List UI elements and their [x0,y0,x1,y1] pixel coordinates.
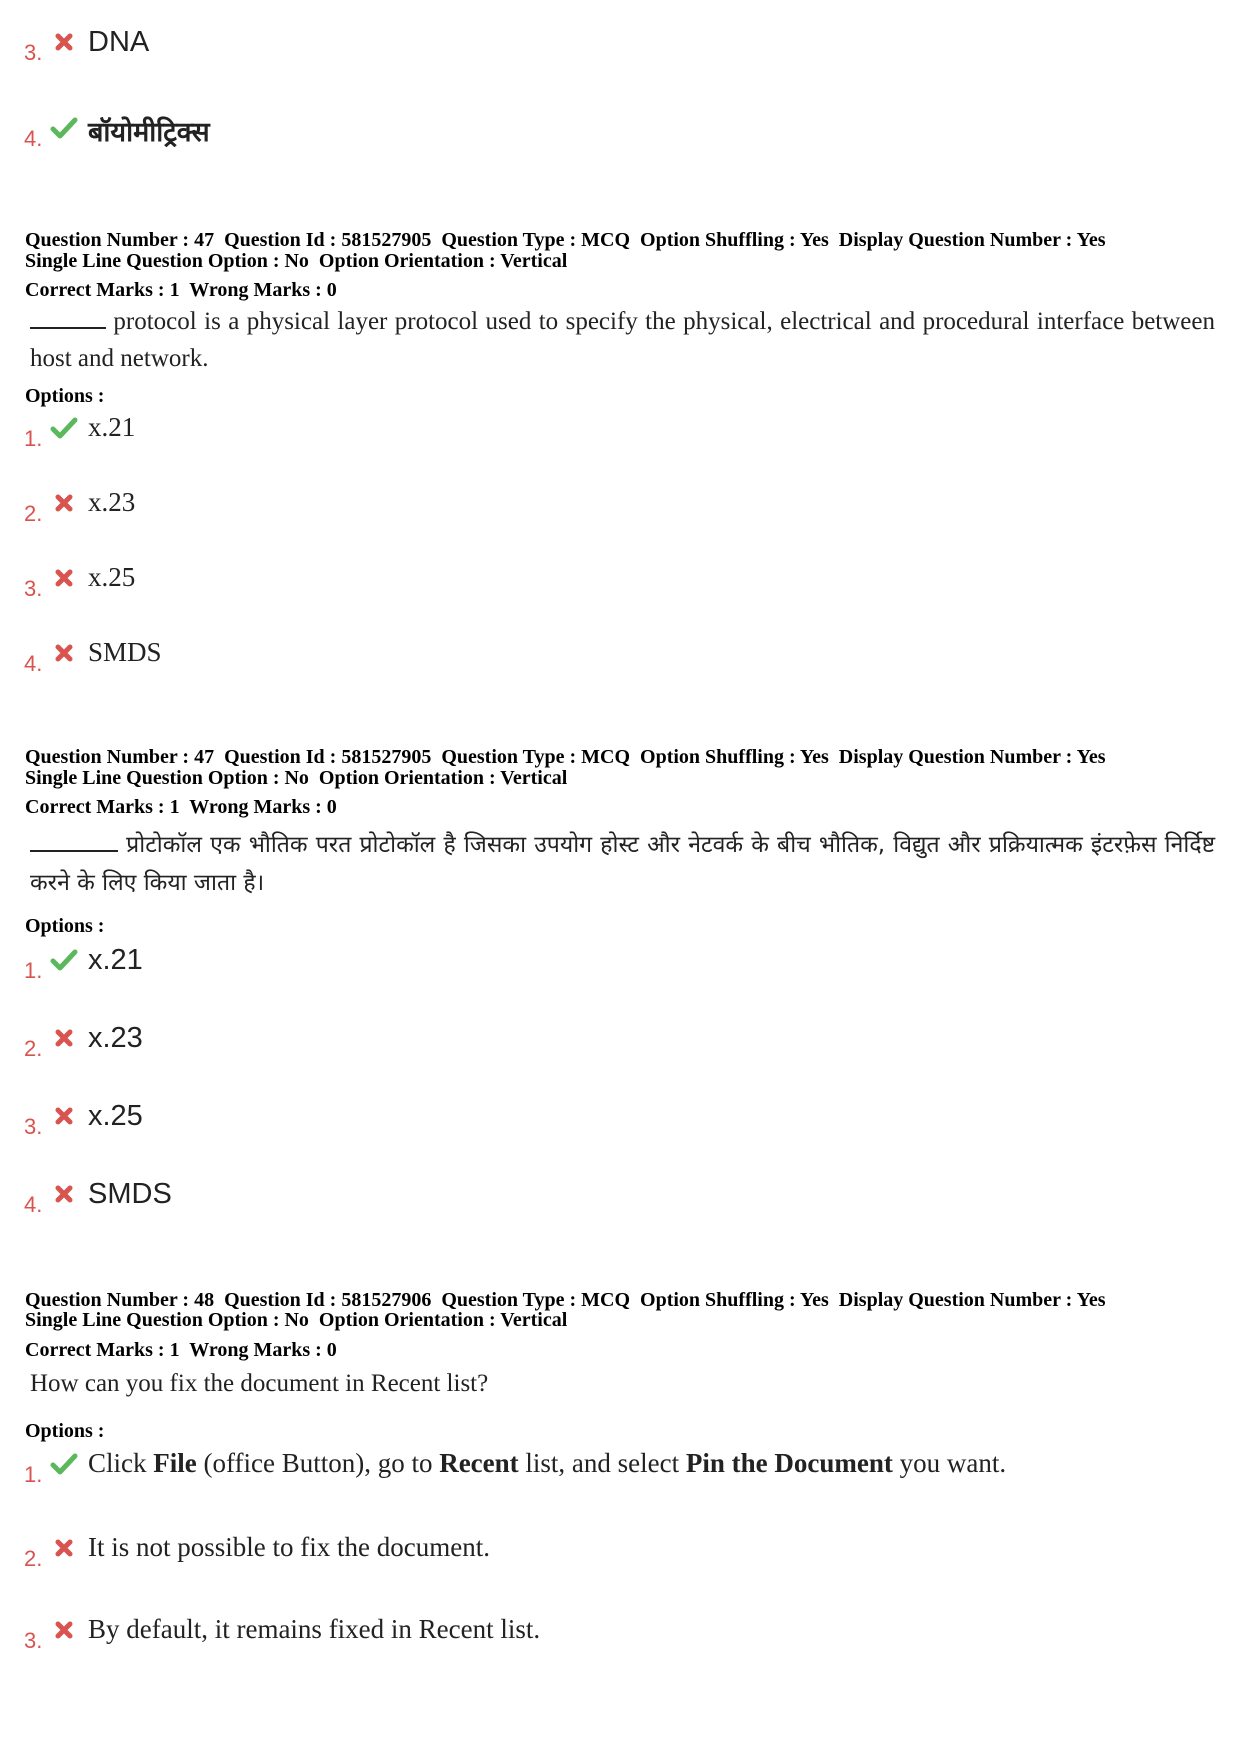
options-label: Options : [25,385,105,407]
option-number: 3. [24,40,43,65]
option-row [24,562,135,602]
option-text: x.23 [88,1022,143,1054]
check-icon [50,414,78,442]
option-row [24,26,149,66]
question-text: How can you fix the document in Recent list? [30,1370,489,1397]
cross-icon [50,1534,78,1562]
check-icon [50,1450,78,1478]
option-number: 3. [24,1114,43,1139]
cross-icon [50,639,78,667]
option-number: 3. [24,1628,43,1653]
option-row [24,1532,490,1572]
option-number: 1. [24,958,43,983]
option-row [24,412,135,452]
option-row [24,1448,1006,1488]
option-text: By default, it remains fixed in Recent list. [88,1614,541,1644]
option-text: x.25 [88,562,136,592]
option-number: 3. [24,576,43,601]
cross-icon [50,1102,78,1130]
answer-blank [30,305,106,329]
cross-icon [50,1616,78,1644]
option-text: x.23 [88,487,136,517]
option-row [24,1178,172,1218]
cross-icon [50,28,78,56]
option-text: SMDS [88,1178,172,1210]
option-row [24,944,143,984]
question-body: प्रोटोकॉल एक भौतिक परत प्रोटोकॉल है जिसका उपयोग होस्ट और नेटवर्क के बीच भौतिक, विद्युत और प्रक्रियात्मक इंटरफ़ेस निर्दिष्ट करने के लिए किया जाता है। [30,832,1215,896]
cross-icon [50,1024,78,1052]
option-row [24,1022,143,1062]
option-text: DNA [88,26,150,58]
cross-icon [50,564,78,592]
question-meta-line1: Question Number : 47 Question Id : 581527905 Question Type : MCQ Option Shuffling : Yes Display Question Number : Yes [25,229,1106,251]
question-meta-line2: Single Line Question Option : No Option Orientation : Vertical [25,1309,568,1331]
option-text: It is not possible to fix the document. [88,1532,490,1562]
answer-blank [30,828,118,852]
cross-icon [50,489,78,517]
question-marks: Correct Marks : 1 Wrong Marks : 0 [25,279,337,301]
option-number: 4. [24,1192,43,1217]
question-marks: Correct Marks : 1 Wrong Marks : 0 [25,796,337,818]
option-text: बॉयोमीट्रिक्स [88,117,210,148]
question-meta-line2: Single Line Question Option : No Option Orientation : Vertical [25,767,568,789]
option-number: 1. [24,1462,43,1487]
question-text [30,303,1215,377]
option-text: SMDS [88,637,162,667]
option-row [24,487,135,527]
option-number: 4. [24,126,43,151]
option-text: x.25 [88,1100,143,1132]
option-text: x.21 [88,944,143,976]
option-number: 2. [24,1546,43,1571]
question-marks: Correct Marks : 1 Wrong Marks : 0 [25,1339,337,1361]
option-number: 4. [24,651,43,676]
question-meta-line1: Question Number : 48 Question Id : 581527906 Question Type : MCQ Option Shuffling : Yes Display Question Number : Yes [25,1289,1106,1311]
option-number: 1. [24,426,43,451]
option-row [24,112,210,152]
cross-icon [50,1180,78,1208]
question-body: protocol is a physical layer protocol used to specify the physical, electrical and procedural interface between host and network. [30,308,1215,372]
question-meta-line2: Single Line Question Option : No Option Orientation : Vertical [25,250,568,272]
check-icon [50,114,78,142]
option-number: 2. [24,1036,43,1061]
option-row [24,1614,540,1654]
question-text [30,826,1215,902]
option-number: 2. [24,501,43,526]
options-label: Options : [25,1420,105,1442]
check-icon [50,946,78,974]
question-meta-line1: Question Number : 47 Question Id : 581527905 Question Type : MCQ Option Shuffling : Yes Display Question Number : Yes [25,746,1106,768]
option-text: x.21 [88,412,136,442]
option-row [24,1100,143,1140]
option-text: Click File (office Button), go to Recent list, and select Pin the Document you want. [88,1448,1007,1478]
options-label: Options : [25,915,105,937]
option-row [24,637,162,677]
